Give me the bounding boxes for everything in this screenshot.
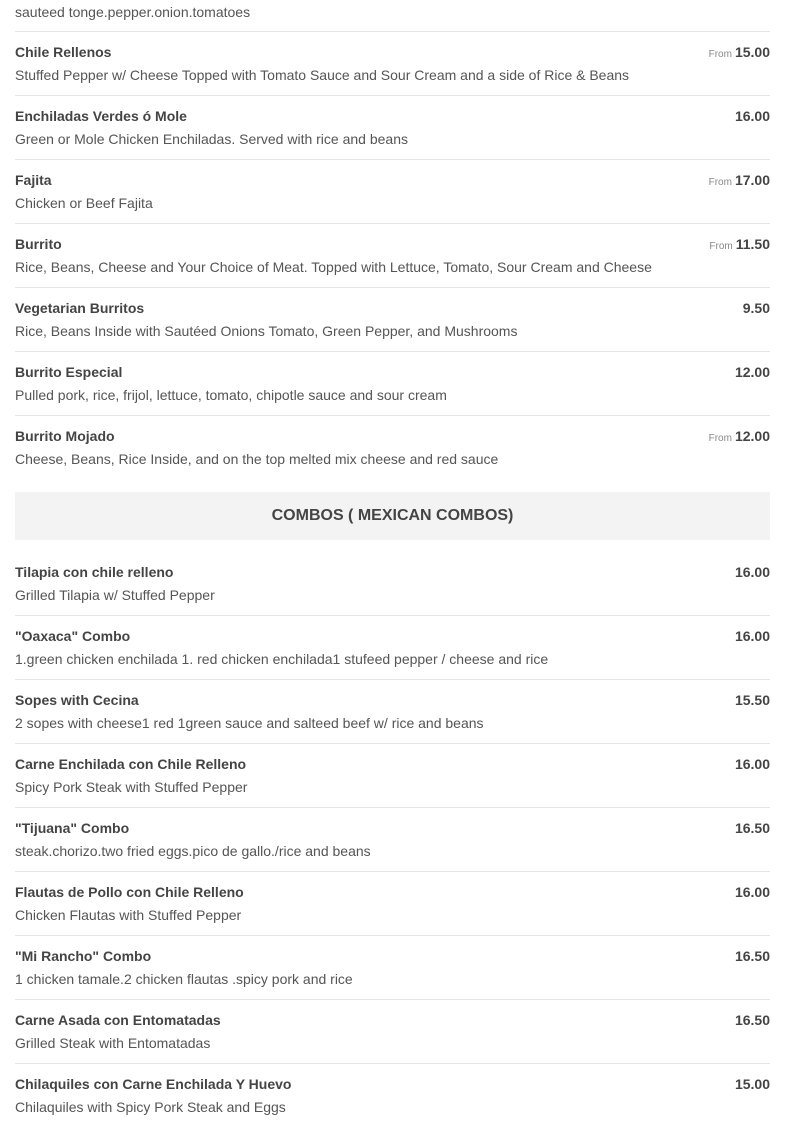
price-prefix: From (709, 241, 733, 252)
item-name: Chilaquiles con Carne Enchilada Y Huevo (15, 1076, 292, 1092)
menu-item[interactable] (15, 224, 770, 288)
item-price: 16.00 (734, 108, 770, 124)
menu-item[interactable] (15, 96, 770, 160)
item-name: Flautas de Pollo con Chile Relleno (15, 884, 244, 900)
item-description: sauteed tonge.pepper.onion.tomatoes (15, 4, 251, 20)
item-price: 12.00 (734, 428, 770, 444)
item-description: 1.green chicken enchilada 1. red chicken enchilada1 stufeed pepper / cheese and rice (15, 651, 549, 667)
item-price: 15.00 (734, 1076, 770, 1092)
item-price: 15.00 (734, 44, 770, 60)
item-price: 16.00 (734, 628, 770, 644)
item-description: Spicy Pork Steak with Stuffed Pepper (15, 779, 248, 795)
item-name: Burrito (15, 236, 62, 252)
menu-item[interactable] (15, 680, 770, 744)
item-price: 16.50 (734, 820, 770, 836)
item-price: 16.00 (734, 564, 770, 580)
menu-item[interactable] (15, 1000, 770, 1064)
item-description: steak.chorizo.two fried eggs.pico de gallo./rice and beans (15, 843, 371, 859)
item-price: 9.50 (742, 300, 770, 316)
price-prefix: From (708, 433, 732, 444)
item-description: Green or Mole Chicken Enchiladas. Served with rice and beans (15, 131, 408, 147)
item-name: Burrito Mojado (15, 428, 115, 444)
menu-item[interactable] (15, 808, 770, 872)
item-name: Vegetarian Burritos (15, 300, 145, 316)
item-price: 16.00 (734, 756, 770, 772)
item-description: Cheese, Beans, Rice Inside, and on the top melted mix cheese and red sauce (15, 451, 499, 467)
item-name: Carne Asada con Entomatadas (15, 1012, 221, 1028)
item-price: 16.50 (734, 1012, 770, 1028)
item-description: Chicken Flautas with Stuffed Pepper (15, 907, 242, 923)
item-name: Enchiladas Verdes ó Mole (15, 108, 187, 124)
item-name: Tilapia con chile relleno (15, 564, 174, 580)
item-price: 12.00 (734, 364, 770, 380)
menu-item[interactable] (15, 160, 770, 224)
menu-item[interactable] (15, 32, 770, 96)
item-price: 11.50 (735, 236, 770, 252)
item-description: Grilled Steak with Entomatadas (15, 1035, 211, 1051)
item-description: 1 chicken tamale.2 chicken flautas .spicy pork and rice (15, 971, 353, 987)
item-name: "Mi Rancho" Combo (15, 948, 152, 964)
item-description: Rice, Beans, Cheese and Your Choice of Meat. Topped with Lettuce, Tomato, Sour Cream and Cheese (15, 259, 652, 275)
item-price: 17.00 (734, 172, 770, 188)
menu-item[interactable] (15, 1064, 770, 1128)
menu-item[interactable] (15, 552, 770, 616)
item-name: Burrito Especial (15, 364, 123, 380)
item-name: Fajita (15, 172, 52, 188)
section-title: COMBOS ( MEXICAN COMBOS) (271, 507, 514, 524)
menu-item[interactable] (15, 936, 770, 1000)
price-prefix: From (708, 177, 732, 188)
menu-item[interactable] (15, 416, 770, 480)
menu-item[interactable] (15, 288, 770, 352)
item-price: 15.50 (734, 692, 770, 708)
item-description: Chicken or Beef Fajita (15, 195, 153, 211)
item-price: 16.00 (734, 884, 770, 900)
menu-item[interactable] (15, 352, 770, 416)
menu-item[interactable] (15, 872, 770, 936)
item-name: "Oaxaca" Combo (15, 628, 131, 644)
item-description: Pulled pork, rice, frijol, lettuce, tomato, chipotle sauce and sour cream (15, 387, 447, 403)
section-header-combos (15, 492, 770, 540)
item-name: Carne Enchilada con Chile Relleno (15, 756, 247, 772)
item-description: 2 sopes with cheese1 red 1green sauce and salteed beef w/ rice and beans (15, 715, 484, 731)
item-name: "Tijuana" Combo (15, 820, 130, 836)
menu-item[interactable] (15, 616, 770, 680)
menu-list-section1 (15, 32, 770, 480)
item-name: Chile Rellenos (15, 44, 112, 60)
item-price: 16.50 (734, 948, 770, 964)
menu-list-combos (15, 552, 770, 1128)
item-description: Stuffed Pepper w/ Cheese Topped with Tomato Sauce and Sour Cream and a side of Rice & Beans (15, 67, 630, 83)
price-prefix: From (708, 49, 732, 60)
menu-item[interactable] (15, 744, 770, 808)
item-name: Sopes with Cecina (15, 692, 139, 708)
item-description: Grilled Tilapia w/ Stuffed Pepper (15, 587, 215, 603)
item-description: Rice, Beans Inside with Sautéed Onions Tomato, Green Pepper, and Mushrooms (15, 323, 518, 339)
item-description: Chilaquiles with Spicy Pork Steak and Eggs (15, 1099, 286, 1115)
previous-item-description (15, 0, 770, 32)
